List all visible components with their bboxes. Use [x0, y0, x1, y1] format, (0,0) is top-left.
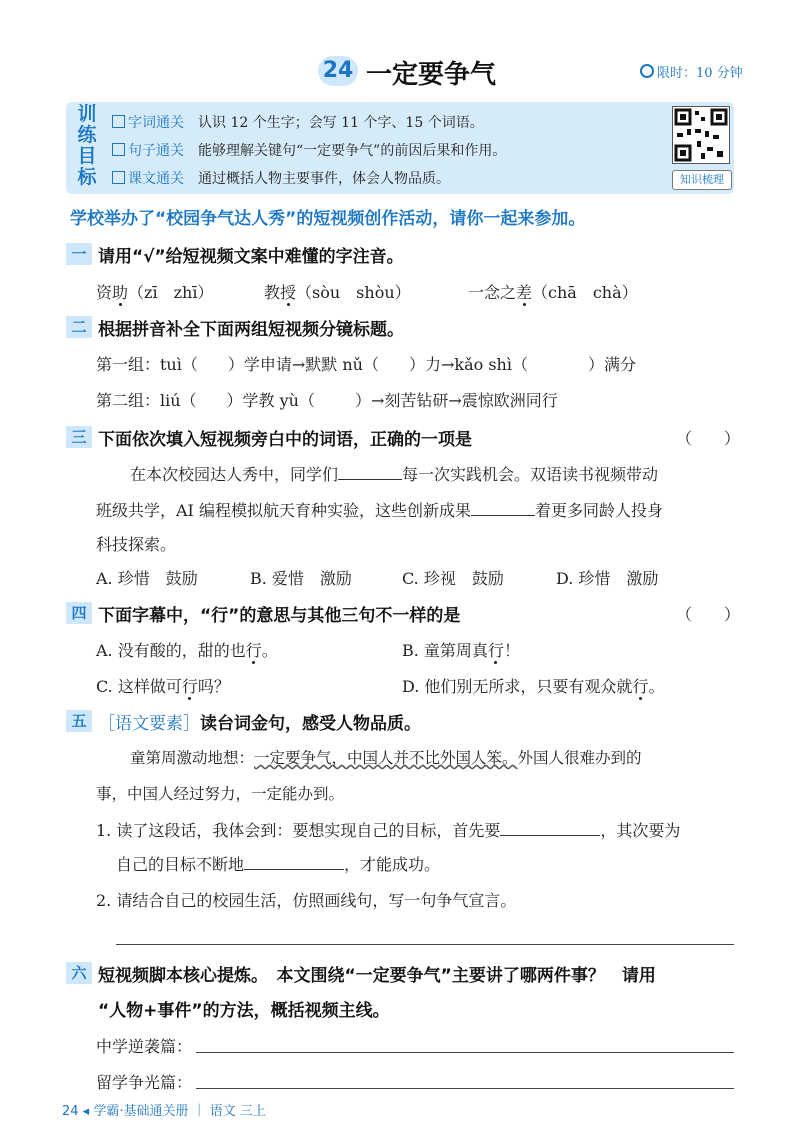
option-b: B. 童第周真行！: [402, 641, 520, 660]
question-title-cont: “人物+事件”的方法，概括视频主线。: [98, 1001, 390, 1021]
pinyin-item: 一念之差（chā chà）: [468, 283, 638, 302]
option-a: A. 珍惜 鼓励: [96, 569, 198, 588]
option-d: D. 他们别无所求，只要有观众就行。: [402, 677, 665, 696]
option-c: C. 这样做可行吗？: [96, 677, 230, 696]
question-number: 五: [66, 710, 92, 732]
page-footer: 24 ◂ 学霸·基础通关册 ｜ 语文 三上: [62, 1104, 266, 1119]
answer-line[interactable]: [196, 1052, 734, 1053]
activity-intro: 学校举办了“校园争气达人秀”的短视频创作活动，请你一起来参加。: [70, 209, 586, 229]
quote-line: 童第周激动地想：一定要争气，中国人并不比外国人笨。外国人很难办到的: [130, 749, 642, 767]
checkbox-icon: [112, 143, 125, 156]
question-number: 二: [66, 316, 92, 338]
answer-label: 中学逆袭篇：: [96, 1037, 193, 1056]
storyboard-group-1: 第一组：tuì（ ）学申请→默默 nǔ（ ）力→kǎo shì（ ）满分: [96, 355, 636, 374]
sub-question-2: 2. 请结合自己的校园生活，仿照画线句，写一句争气宣言。: [96, 891, 517, 910]
narration-line: 科技探索。: [96, 535, 177, 554]
option-d: D. 珍惜 激励: [556, 569, 659, 588]
fill-blank[interactable]: [244, 855, 344, 870]
fill-blank[interactable]: [471, 501, 535, 516]
answer-line[interactable]: [116, 944, 734, 945]
goals-label: 训 练 目 标: [77, 103, 97, 188]
checkbox-icon: [112, 115, 125, 128]
quote-line: 事，中国人经过努力，一定能办到。: [96, 785, 345, 803]
knowledge-review-label[interactable]: 知识梳理: [672, 170, 732, 190]
goal-item: 字词通关 认识 12 个生字；会写 11 个字、15 个词语。: [112, 112, 484, 132]
option-b: B. 爱惜 激励: [250, 569, 352, 588]
storyboard-group-2: 第二组：liú（ ）学教 yù（ ）→刻苦钻研→震惊欧洲同行: [96, 391, 558, 410]
narration-line: 在本次校园达人秀中，同学们 每一次实践机会。双语读书视频带动: [130, 465, 659, 484]
fill-blank[interactable]: [500, 821, 600, 836]
question-title: 短视频脚本核心提炼。 本文围绕“一定要争气”主要讲了哪两件事？ 请用: [98, 966, 656, 986]
checkbox-icon: [112, 171, 125, 184]
time-limit: 限时：10 分钟: [640, 62, 743, 81]
question-title: 请用“√”给短视频文案中难懂的字注音。: [98, 247, 404, 267]
pinyin-item: 资助（zī zhī）: [96, 283, 214, 302]
question-number: 三: [66, 426, 92, 448]
answer-label: 留学争光篇：: [96, 1073, 193, 1092]
lesson-title: 一定要争气: [366, 60, 497, 90]
underlined-sentence: 一定要争气，中国人并不比外国人笨。: [254, 749, 518, 767]
clock-icon: [640, 64, 654, 78]
question-title: ［语文要素］读台词金句，感受人物品质。: [98, 714, 421, 734]
sub-question-1-cont: 自己的目标不断地 ，才能成功。: [116, 855, 441, 874]
question-number: 四: [66, 602, 92, 624]
lesson-number: 24: [318, 56, 358, 86]
narration-line: 班级共学，AI 编程模拟航天育种实验，这些创新成果 着更多同龄人投身: [96, 501, 663, 520]
goal-item: 课文通关 通过概括人物主要事件，体会人物品质。: [112, 168, 450, 188]
goal-item: 句子通关 能够理解关键句“一定要争气”的前因后果和作用。: [112, 140, 506, 160]
qr-code-icon[interactable]: [672, 106, 730, 164]
answer-parentheses[interactable]: （ ）: [676, 605, 741, 624]
question-title: 根据拼音补全下面两组短视频分镜标题。: [98, 320, 404, 340]
question-number: 一: [66, 243, 92, 265]
option-a: A. 没有酸的，甜的也行。: [96, 641, 278, 660]
answer-line[interactable]: [196, 1088, 734, 1089]
sub-question-1: 1. 读了这段话，我体会到：要想实现自己的目标，首先要 ，其次要为: [96, 821, 681, 840]
question-number: 六: [66, 962, 92, 984]
option-c: C. 珍视 鼓励: [402, 569, 504, 588]
question-title: 下面字幕中，“行”的意思与其他三句不一样的是: [98, 606, 461, 626]
fill-blank[interactable]: [338, 465, 402, 480]
question-title: 下面依次填入短视频旁白中的词语，正确的一项是: [98, 430, 472, 450]
answer-parentheses[interactable]: （ ）: [676, 429, 741, 448]
pinyin-item: 教授（sòu shòu）: [264, 283, 411, 302]
